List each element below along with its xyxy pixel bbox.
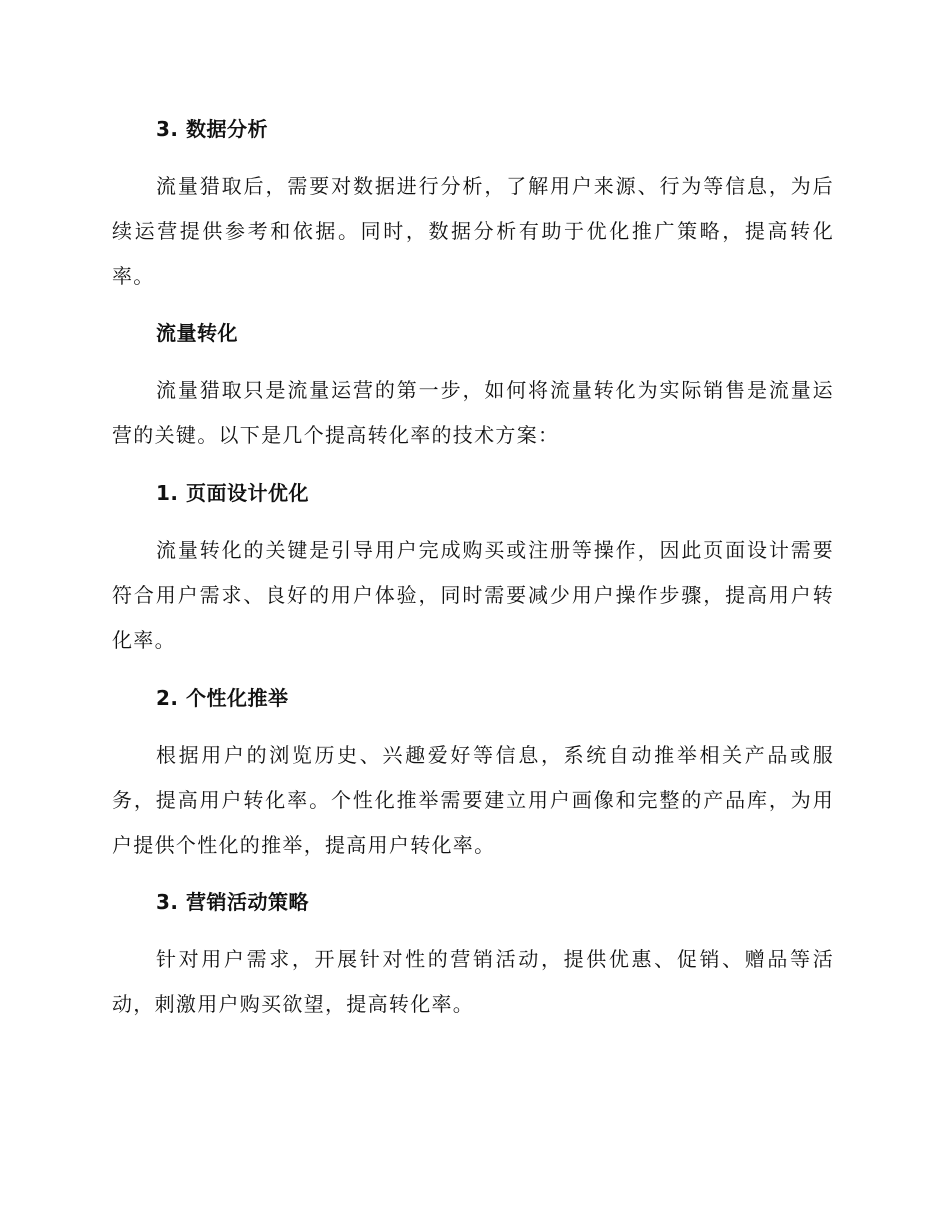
heading-page-design: 1. 页面设计优化 [156, 481, 309, 505]
heading-traffic-conversion: 流量转化 [156, 321, 238, 345]
paragraph-data-analysis: 流量猎取后，需要对数据进行分析，了解用户来源、行为等信息，为后续运营提供参考和依据。同时，数据分析有助于优化推广策略，提高转化率。 [112, 174, 834, 288]
heading-marketing-strategy: 3. 营销活动策略 [156, 890, 309, 914]
paragraph-marketing-strategy: 针对用户需求，开展针对性的营销活动，提供优惠、促销、赠品等活动，刺激用户购买欲望，提高转化率。 [112, 947, 834, 1016]
paragraph-page-design: 流量转化的关键是引导用户完成购买或注册等操作，因此页面设计需要符合用户需求、良好的用户体验，同时需要减少用户操作步骤，提高用户转化率。 [112, 538, 834, 652]
paragraph-personalized-recommendation: 根据用户的浏览历史、兴趣爱好等信息，系统自动推举相关产品或服务，提高用户转化率。个性化推举需要建立用户画像和完整的产品库，为用户提供个性化的推举，提高用户转化率。 [112, 743, 834, 857]
paragraph-traffic-conversion: 流量猎取只是流量运营的第一步，如何将流量转化为实际销售是流量运营的关键。以下是几个提高转化率的技术方案： [112, 378, 834, 447]
heading-personalized-recommendation: 2. 个性化推举 [156, 686, 289, 710]
heading-data-analysis: 3. 数据分析 [156, 117, 268, 141]
